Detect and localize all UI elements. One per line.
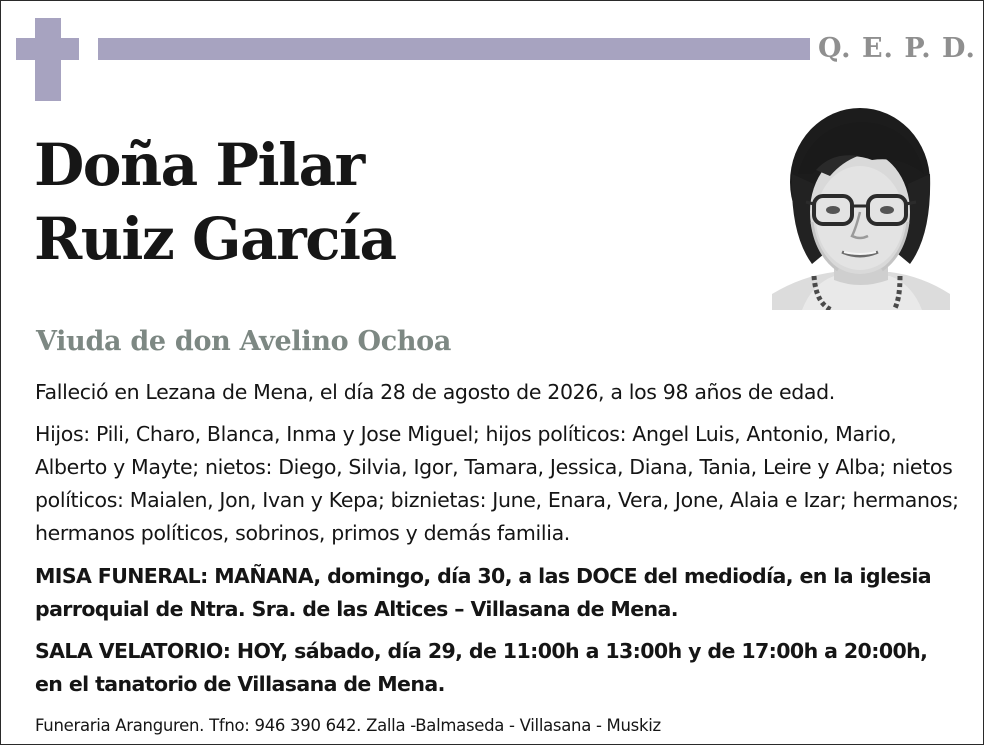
widow-of-subtitle: Viuda de don Avelino Ochoa <box>36 326 452 357</box>
name-line-1: Doña Pilar <box>34 131 364 199</box>
funeral-home-footer: Funeraria Aranguren. Tfno: 946 390 642. Zalla -Balmaseda - Villasana - Muskiz <box>35 716 661 735</box>
death-notice: Falleció en Lezana de Mena, el día 28 de agosto de 2026, a los 98 años de edad. <box>35 380 835 404</box>
wake-room-notice: SALA VELATORIO: HOY, sábado, día 29, de 11:00h a 13:00h y de 17:00h a 20:00h, en el tanatorio de Villasana de Mena. <box>35 639 928 696</box>
portrait-photo <box>772 104 950 310</box>
qepd-label: Q. E. P. D. <box>818 33 976 64</box>
name-line-2: Ruiz García <box>34 205 396 273</box>
family-list: Hijos: Pili, Charo, Blanca, Inma y Jose Miguel; hijos políticos: Angel Luis, Antonio, Mario, Alberto y Mayte; nietos: Diego, Silvia, Igor, Tamara, Jessica, Diana, Tania, Leire y Alba; nietos políticos: Maialen, Jon, Ivan y Kepa; biznietas: June, Enara, Vera, Jone, Alaia e Izar; hermanos; hermanos políticos, sobrinos, primos y demás familia. <box>35 422 959 545</box>
cross-horizontal-bar <box>16 38 79 60</box>
header-rule <box>98 38 810 60</box>
deceased-name <box>34 128 396 276</box>
funeral-mass-notice: MISA FUNERAL: MAÑANA, domingo, día 30, a las DOCE del mediodía, en la iglesia parroquial de Ntra. Sra. de las Altices – Villasana de Mena. <box>35 564 931 621</box>
